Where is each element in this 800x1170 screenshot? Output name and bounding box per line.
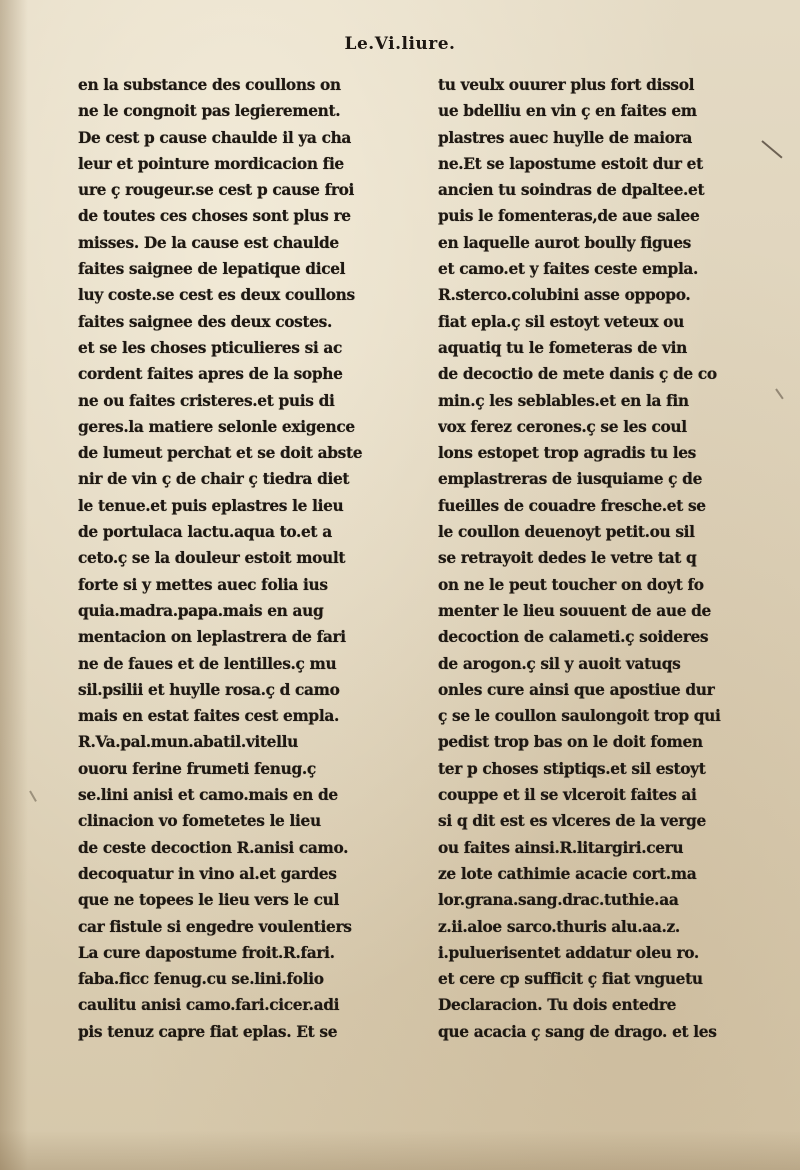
text-line: se retrayoit dedes le vetre tat q <box>438 549 697 568</box>
text-line: et cere cp sufficit ç fiat vnguetu <box>438 970 703 989</box>
text-line: ter p choses stiptiqs.et sil estoyt <box>438 759 706 778</box>
text-line: faba.ficc fenug.cu se.lini.folio <box>78 970 324 989</box>
text-line: ne le congnoit pas legierement. <box>78 102 341 121</box>
text-line: ue bdelliu en vin ç en faites em <box>438 102 697 121</box>
text-line: fueilles de couadre fresche.et se <box>438 496 706 515</box>
text-line: pis tenuz capre fiat eplas. Et se <box>78 1022 338 1041</box>
text-line: et se les choses pticulieres si ac <box>78 338 343 357</box>
text-line: fiat epla.ç sil estoyt veteux ou <box>438 312 684 331</box>
text-line: si q dit est es vlceres de la verge <box>438 812 706 831</box>
running-title: Le.Vi.liure. <box>344 34 456 54</box>
text-line: lor.grana.sang.drac.tuthie.aa <box>438 891 679 910</box>
text-line: de portulaca lactu.aqua to.et a <box>78 523 332 542</box>
margin-pen-mark <box>775 388 784 399</box>
text-line: ze lote cathimie acacie cort.ma <box>438 864 697 883</box>
text-line: sil.psilii et huylle rosa.ç d camo <box>78 680 340 699</box>
text-line: mais en estat faites cest empla. <box>78 707 339 726</box>
text-line: geres.la matiere selonle exigence <box>78 417 355 436</box>
text-line: en laquelle aurot boully figues <box>438 233 691 252</box>
text-line: on ne le peut toucher on doyt fo <box>438 575 704 594</box>
right-text-column <box>438 72 758 1045</box>
text-line: La cure dapostume froit.R.fari. <box>78 943 335 962</box>
text-line: caulitu anisi camo.fari.cicer.adi <box>78 996 340 1015</box>
text-line: de lumeut perchat et se doit abste <box>78 444 363 463</box>
text-line: de arogon.ç sil y auoit vatuqs <box>438 654 681 673</box>
text-line: que ne topees le lieu vers le cul <box>78 891 339 910</box>
text-line: couppe et il se vlceroit faites ai <box>438 786 697 805</box>
text-line: vox ferez cerones.ç se les coul <box>438 417 687 436</box>
text-line: emplastreras de iusquiame ç de <box>438 470 703 489</box>
text-line: onles cure ainsi que apostiue dur <box>438 680 715 699</box>
text-line: decoction de calameti.ç soideres <box>438 628 709 647</box>
text-line: le tenue.et puis eplastres le lieu <box>78 496 344 515</box>
text-line: R.sterco.colubini asse oppopo. <box>438 286 691 305</box>
text-line: se.lini anisi et camo.mais en de <box>78 786 338 805</box>
text-line: decoquatur in vino al.et gardes <box>78 864 337 883</box>
page-edge-shadow <box>0 0 28 1170</box>
text-line: lons estopet trop agradis tu les <box>438 444 696 463</box>
text-line: clinacion vo fometetes le lieu <box>78 812 321 831</box>
text-line: ceto.ç se la douleur estoit moult <box>78 549 346 568</box>
text-line: ç se le coullon saulongoit trop qui <box>438 707 721 726</box>
text-line: min.ç les seblables.et en la fin <box>438 391 689 410</box>
text-line: i.puluerisentet addatur oleu ro. <box>438 943 699 962</box>
text-line: forte si y mettes auec folia ius <box>78 575 328 594</box>
text-line: nir de vin ç de chair ç tiedra diet <box>78 470 350 489</box>
text-line: mentacion on leplastrera de fari <box>78 628 346 647</box>
text-line: menter le lieu souuent de aue de <box>438 601 712 620</box>
text-line: ne ou faites cristeres.et puis di <box>78 391 335 410</box>
text-line: et camo.et y faites ceste empla. <box>438 260 699 279</box>
margin-pen-mark <box>29 791 37 802</box>
text-line: cordent faites apres de la sophe <box>78 365 343 384</box>
text-line: luy coste.se cest es deux coullons <box>78 286 355 305</box>
left-text-column <box>78 72 398 1045</box>
text-line: leur et pointure mordicacion fie <box>78 154 344 173</box>
text-line: le coullon deuenoyt petit.ou sil <box>438 523 695 542</box>
text-line: quia.madra.papa.mais en aug <box>78 601 324 620</box>
text-line: tu veulx ouurer plus fort dissol <box>438 76 695 94</box>
text-line: que acacia ç sang de drago. et les <box>438 1022 717 1041</box>
text-line: ne de faues et de lentilles.ç mu <box>78 654 337 673</box>
margin-pen-mark <box>761 140 782 158</box>
text-line: faites saignee de lepatique dicel <box>78 260 346 279</box>
text-line: ne.Et se lapostume estoit dur et <box>438 154 703 173</box>
text-line: R.Va.pal.mun.abatil.vitellu <box>78 733 298 752</box>
text-line: de decoctio de mete danis ç de co <box>438 365 717 384</box>
text-line: z.ii.aloe sarco.thuris alu.aa.z. <box>438 917 680 936</box>
text-line: misses. De la cause est chaulde <box>78 233 339 252</box>
text-line: plastres auec huylle de maiora <box>438 128 692 147</box>
text-line: ancien tu soindras de dpaltee.et <box>438 181 705 200</box>
text-line: de toutes ces choses sont plus re <box>78 207 351 226</box>
text-line: car fistule si engedre voulentiers <box>78 917 352 936</box>
text-line: faites saignee des deux costes. <box>78 312 332 331</box>
text-line: en la substance des coullons on <box>78 76 341 94</box>
text-line: Declaracion. Tu dois entedre <box>438 996 677 1015</box>
text-line: De cest p cause chaulde il ya cha <box>78 128 352 147</box>
page-bottom-shadow <box>0 1130 800 1170</box>
text-line: ouoru ferine frumeti fenug.ç <box>78 759 316 778</box>
text-line: ure ç rougeur.se cest p cause froi <box>78 181 355 200</box>
text-line: puis le fomenteras,de aue salee <box>438 207 700 226</box>
text-line: ou faites ainsi.R.litargiri.ceru <box>438 838 684 857</box>
text-line: pedist trop bas on le doit fomen <box>438 733 703 752</box>
text-line: de ceste decoction R.anisi camo. <box>78 838 349 857</box>
text-line: aquatiq tu le fometeras de vin <box>438 338 687 357</box>
